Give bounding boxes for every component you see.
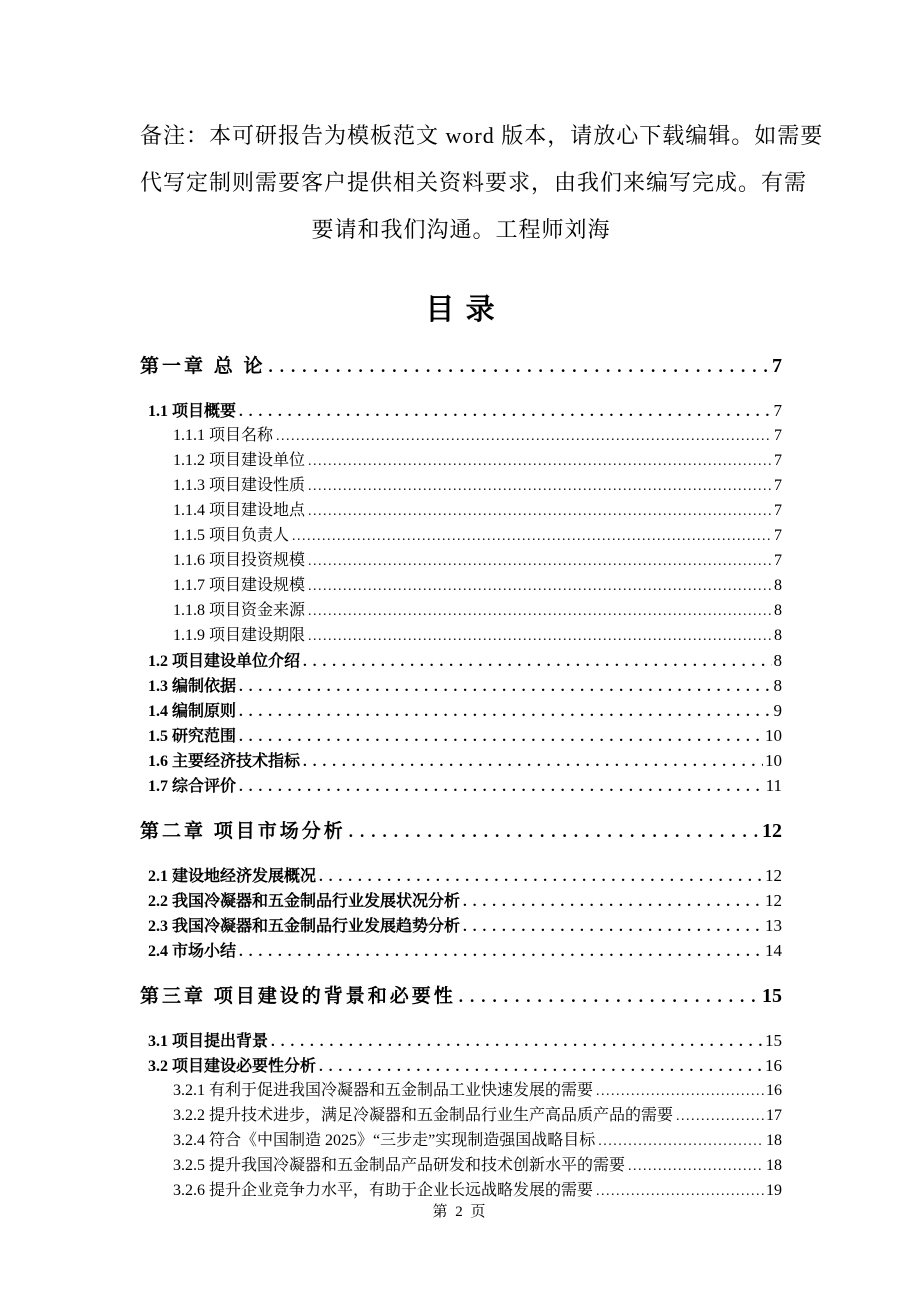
toc-entry[interactable]	[140, 474, 782, 499]
toc-leader-dots	[308, 575, 772, 599]
toc-entry[interactable]	[140, 1054, 782, 1079]
toc-entry-label: 1.1 项目概要	[148, 403, 237, 420]
toc-leader-dots	[308, 450, 772, 474]
toc-leader-dots	[676, 1105, 764, 1129]
toc-list	[140, 353, 782, 1204]
toc-entry-page: 13	[765, 916, 782, 935]
toc-entry-label: 3.1 项目提出背景	[148, 1033, 269, 1050]
toc-entry-page: 7	[773, 401, 782, 420]
page-number-label: 第 2 页	[432, 1204, 488, 1220]
toc-leader-dots	[308, 600, 772, 624]
toc-entry[interactable]	[140, 399, 782, 424]
toc-entry[interactable]	[140, 889, 782, 914]
toc-entry-page: 8	[774, 602, 782, 619]
toc-leader-dots	[239, 940, 763, 964]
toc-entry[interactable]	[140, 549, 782, 574]
toc-entry[interactable]	[140, 674, 782, 699]
toc-entry-page: 7	[774, 502, 782, 519]
toc-entry-label: 第三章 项目建设的背景和必要性	[140, 986, 456, 1007]
toc-leader-dots	[239, 725, 763, 749]
toc-entry[interactable]	[140, 983, 782, 1010]
toc-leader-dots	[269, 353, 770, 380]
toc-entry-page: 9	[773, 701, 782, 720]
toc-leader-dots	[319, 1055, 763, 1079]
toc-entry[interactable]	[140, 599, 782, 624]
toc-entry[interactable]	[140, 818, 782, 845]
toc-entry[interactable]	[140, 1154, 782, 1179]
toc-leader-dots	[239, 675, 771, 699]
toc-entry-label: 3.2 项目建设必要性分析	[148, 1058, 317, 1075]
toc-leader-dots	[463, 915, 763, 939]
toc-entry-page: 16	[765, 1056, 782, 1075]
toc-leader-dots	[292, 525, 772, 549]
toc-entry-label: 1.5 研究范围	[148, 728, 237, 745]
toc-entry-page: 8	[774, 627, 782, 644]
toc-entry[interactable]	[140, 624, 782, 649]
toc-leader-dots	[276, 425, 772, 449]
toc-leader-dots	[463, 890, 763, 914]
toc-entry-page: 12	[765, 891, 782, 910]
toc-entry-page: 7	[774, 527, 782, 544]
toc-entry-page: 10	[765, 751, 782, 770]
toc-entry[interactable]	[140, 724, 782, 749]
toc-entry-page: 7	[774, 427, 782, 444]
note-paragraph	[140, 112, 824, 253]
note-line: 要请和我们沟通。工程师刘海	[311, 217, 611, 242]
toc-entry-page: 18	[766, 1132, 782, 1149]
toc-leader-dots	[628, 1155, 764, 1179]
toc-entry[interactable]	[140, 1129, 782, 1154]
toc-leader-dots	[319, 865, 763, 889]
toc-entry-label: 2.4 市场小结	[148, 943, 237, 960]
toc-entry-page: 19	[766, 1182, 782, 1199]
toc-leader-dots	[596, 1080, 764, 1104]
toc-entry[interactable]	[140, 449, 782, 474]
toc-entry-page: 10	[765, 726, 782, 745]
toc-entry[interactable]	[140, 1029, 782, 1054]
toc-entry-page: 12	[762, 820, 782, 842]
toc-leader-dots	[239, 700, 771, 724]
toc-leader-dots	[598, 1130, 764, 1154]
toc-entry-page: 14	[765, 941, 782, 960]
toc-leader-dots	[459, 983, 760, 1010]
toc-entry-page: 15	[762, 985, 782, 1007]
toc-entry[interactable]	[140, 649, 782, 674]
toc-leader-dots	[303, 650, 771, 674]
toc-entry-page: 18	[766, 1157, 782, 1174]
toc-entry[interactable]	[140, 574, 782, 599]
toc-entry-label: 1.1.3 项目建设性质	[173, 477, 306, 494]
toc-entry-page: 16	[766, 1082, 782, 1099]
toc-entry-label: 1.1.5 项目负责人	[173, 527, 290, 544]
toc-entry[interactable]	[140, 1104, 782, 1129]
toc-entry-label: 3.2.4 符合《中国制造 2025》“三步走”实现制造强国战略目标	[173, 1132, 596, 1149]
toc-entry[interactable]	[140, 864, 782, 889]
toc-entry-label: 1.1.4 项目建设地点	[173, 502, 306, 519]
toc-entry-label: 1.2 项目建设单位介绍	[148, 653, 301, 670]
toc-entry[interactable]	[140, 524, 782, 549]
toc-leader-dots	[349, 818, 760, 845]
toc-entry-label: 1.1.7 项目建设规模	[173, 577, 306, 594]
toc-entry-page: 8	[774, 577, 782, 594]
toc-entry[interactable]	[140, 424, 782, 449]
toc-leader-dots	[308, 500, 772, 524]
toc-entry-label: 1.6 主要经济技术指标	[148, 753, 301, 770]
page-footer	[0, 1200, 920, 1221]
toc-entry[interactable]	[140, 914, 782, 939]
toc-entry-page: 12	[765, 866, 782, 885]
toc-leader-dots	[308, 550, 772, 574]
toc-title: 目 录	[425, 294, 497, 326]
toc-entry-label: 3.2.5 提升我国冷凝器和五金制品产品研发和技术创新水平的需要	[173, 1157, 626, 1174]
toc-leader-dots	[308, 475, 772, 499]
toc-entry-label: 1.1.8 项目资金来源	[173, 602, 306, 619]
toc-entry-page: 7	[774, 452, 782, 469]
toc-entry-page: 17	[766, 1107, 782, 1124]
toc-entry-label: 1.7 综合评价	[148, 778, 237, 795]
toc-entry-label: 第一章 总 论	[140, 356, 266, 377]
toc-entry[interactable]	[140, 699, 782, 724]
toc-entry-label: 1.3 编制依据	[148, 678, 237, 695]
toc-leader-dots	[303, 750, 763, 774]
toc-leader-dots	[271, 1030, 763, 1054]
toc-entry-label: 1.1.2 项目建设单位	[173, 452, 306, 469]
toc-entry[interactable]	[140, 749, 782, 774]
toc-entry-label: 2.1 建设地经济发展概况	[148, 868, 317, 885]
toc-entry-page: 8	[773, 676, 782, 695]
toc-entry[interactable]	[140, 353, 782, 380]
toc-entry-label: 3.2.2 提升技术进步，满足冷凝器和五金制品行业生产高品质产品的需要	[173, 1107, 674, 1124]
toc-entry[interactable]	[140, 774, 782, 799]
toc-entry-label: 2.2 我国冷凝器和五金制品行业发展状况分析	[148, 893, 461, 910]
toc-leader-dots	[239, 400, 771, 424]
toc-entry-page: 11	[765, 776, 782, 795]
toc-entry-page: 15	[765, 1031, 782, 1050]
toc-entry-label: 第二章 项目市场分析	[140, 821, 346, 842]
toc-entry[interactable]	[140, 1079, 782, 1104]
note-line: 代写定制则需要客户提供相关资料要求，由我们来编写完成。有需	[140, 170, 808, 195]
note-line: 备注：本可研报告为模板范文 word 版本，请放心下载编辑。如需要	[140, 123, 824, 148]
toc-entry-page: 7	[772, 355, 782, 377]
toc-entry-page: 7	[774, 477, 782, 494]
toc-entry-label: 3.2.1 有利于促进我国冷凝器和五金制品工业快速发展的需要	[173, 1082, 594, 1099]
toc-entry-page: 7	[774, 552, 782, 569]
toc-entry-label: 1.1.9 项目建设期限	[173, 627, 306, 644]
toc-entry-label: 2.3 我国冷凝器和五金制品行业发展趋势分析	[148, 918, 461, 935]
toc-entry-page: 8	[773, 651, 782, 670]
toc-leader-dots	[308, 625, 772, 649]
toc-leader-dots	[239, 775, 764, 799]
toc-entry-label: 1.1.6 项目投资规模	[173, 552, 306, 569]
toc-entry-label: 1.1.1 项目名称	[173, 427, 274, 444]
toc-entry-label: 3.2.6 提升企业竞争力水平，有助于企业长远战略发展的需要	[173, 1182, 594, 1199]
toc-entry-label: 1.4 编制原则	[148, 703, 237, 720]
toc-entry[interactable]	[140, 939, 782, 964]
toc-entry[interactable]	[140, 499, 782, 524]
